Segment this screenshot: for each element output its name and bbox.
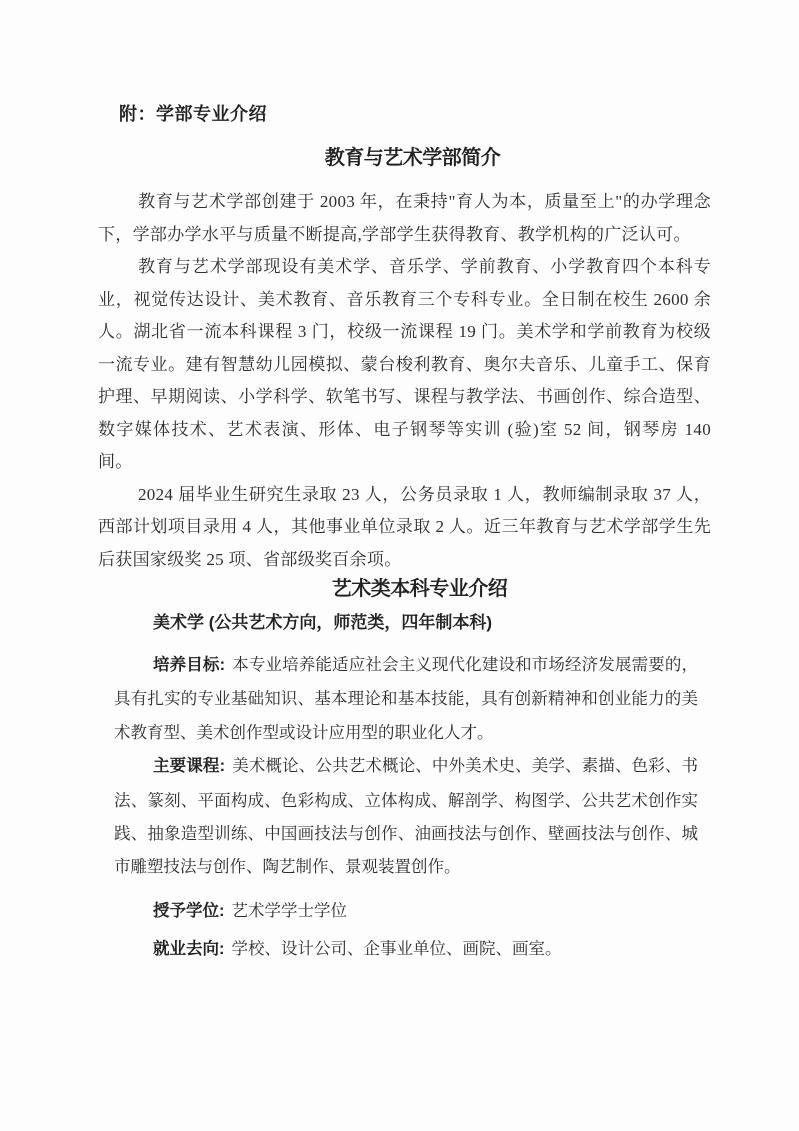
fine-arts-details	[114, 648, 698, 967]
paragraph-graduates: 2024 届毕业生研究生录取 23 人，公务员录取 1 人，教师编制录取 37 人，西部计划项目录用 4 人，其他事业单位录取 2 人。近三年教育与艺术学部学生先后获国家级奖 25 项、省部级奖百余项。	[98, 484, 711, 569]
field-label-employment-direction: 就业去向:	[153, 940, 225, 959]
field-label-main-courses: 主要课程:	[153, 757, 226, 776]
field-text-degree-awarded: 艺术学学士学位	[231, 900, 347, 920]
field-text-main-courses: 美术概论、公共艺术概论、中外美术史、美学、素描、色彩、书法、篆刻、平面构成、色彩构成、立体构成、解剖学、构图学、公共艺术创作实践、抽象造型训练、中国画技法与创作、油画技法与创作、壁画技法与创作、城市雕塑技法与创作、陶艺制作、景观装置创作。	[114, 756, 698, 877]
field-label-degree-awarded: 授予学位:	[153, 901, 225, 920]
department-intro-title: 教育与艺术学部简介	[324, 147, 501, 169]
field-training-objective	[114, 648, 698, 749]
paragraph-founding: 教育与艺术学部创建于 2003 年，在秉持"育人为本，质量至上"的办学理念下，学部办学水平与质量不断提高,学部学生获得教育、教学机构的广泛认可。	[98, 192, 711, 244]
art-majors-intro-title: 艺术类本科专业介绍	[331, 578, 508, 600]
department-intro-body	[98, 186, 711, 576]
field-degree-awarded	[114, 894, 698, 928]
field-label-training-objective: 培养目标:	[153, 656, 226, 674]
field-main-courses	[114, 749, 698, 884]
field-text-employment-direction: 学校、设计公司、企事业单位、画院、画室。	[231, 939, 562, 959]
field-text-training-objective: 本专业培养能适应社会主义现代化建设和市场经济发展需要的，具有扎实的专业基础知识、基本理论和基本技能，具有创新精神和创业能力的美术教育型、美术创作型或设计应用型的职业化人才。	[114, 655, 698, 742]
major-heading-fine-arts: 美术学 (公共艺术方向，师范类，四年制本科)	[153, 613, 493, 632]
field-employment-direction	[114, 932, 698, 966]
paragraph-programs: 教育与艺术学部现设有美术学、音乐学、学前教育、小学教育四个本科专业，视觉传达设计、美术教育、音乐教育三个专科专业。全日制在校生 2600 余人。湖北省一流本科课程 3 门，校级一流课程 19 门。美术学和学前教育为校级一流专业。建有智慧幼儿园模拟、蒙台梭利教育、奥尔夫音乐、儿童手工、保育护理、早期阅读、小学科学、软笔书写、课程与教学法、书画创作、综合造型、数字媒体技术、艺术表演、形体、电子钢琴等实训 (验)室 52 间，钢琴房 140 间。	[98, 257, 711, 471]
attachment-heading: 附：学部专业介绍	[119, 104, 267, 124]
